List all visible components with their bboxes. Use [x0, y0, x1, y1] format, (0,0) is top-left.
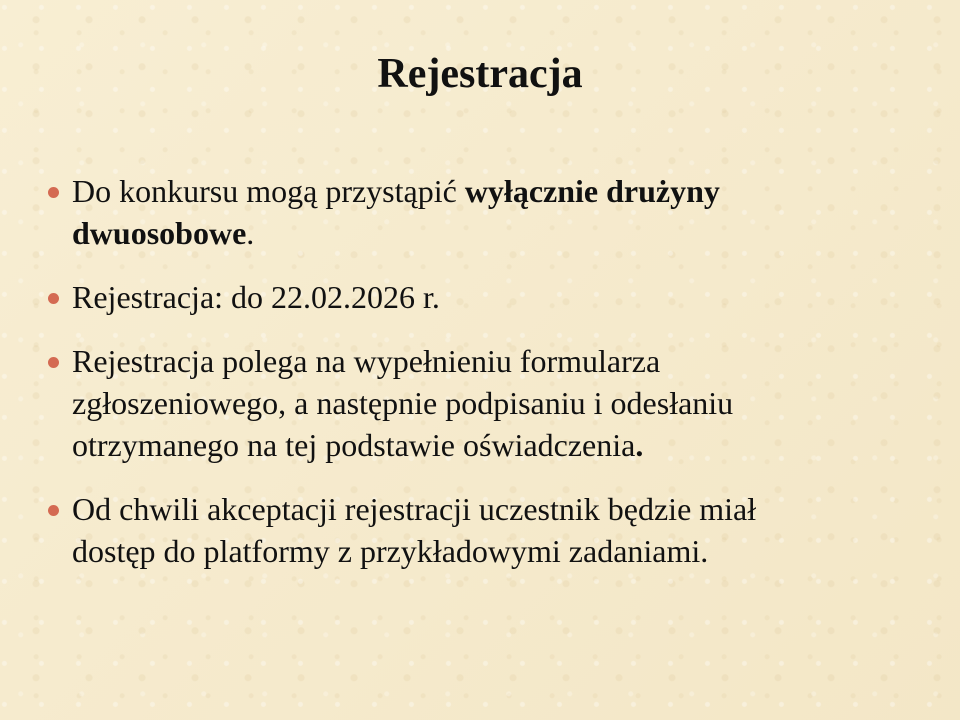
bullet-item-registration-process [48, 340, 908, 466]
bullet-line-3-end: . [635, 427, 644, 463]
bullet-item-platform-access [48, 488, 908, 572]
slide-title: Rejestracja [377, 51, 583, 97]
bullet-text-bold: wyłącznie drużyny [464, 173, 720, 209]
bullet-text-prefix: Do konkursu mogą przystąpić [72, 173, 465, 209]
bullet-dot-icon [48, 293, 59, 304]
bullet-text: Rejestracja: do 22.02.2026 r. [72, 279, 440, 315]
bullet-line-2: zgłoszeniowego, a następnie podpisaniu i odesłaniu [72, 385, 734, 421]
bullet-text-end: . [246, 215, 255, 251]
bullet-line-1: Od chwili akceptacji rejestracji uczestnik będzie miał [72, 491, 757, 527]
bullet-line-1: Rejestracja polega na wypełnieniu formularza [72, 343, 661, 379]
bullet-item-team-rule [48, 170, 908, 254]
bullet-item-registration-date [48, 276, 908, 318]
bullet-dot-icon [48, 505, 59, 516]
bullet-text-bold-second-line: dwuosobowe [72, 215, 247, 251]
bullet-dot-icon [48, 187, 59, 198]
bullet-line-2: dostęp do platformy z przykładowymi zadaniami. [72, 533, 709, 569]
bullet-list [48, 170, 908, 594]
bullet-dot-icon [48, 357, 59, 368]
bullet-line-3: otrzymanego na tej podstawie oświadczenia [72, 427, 636, 463]
